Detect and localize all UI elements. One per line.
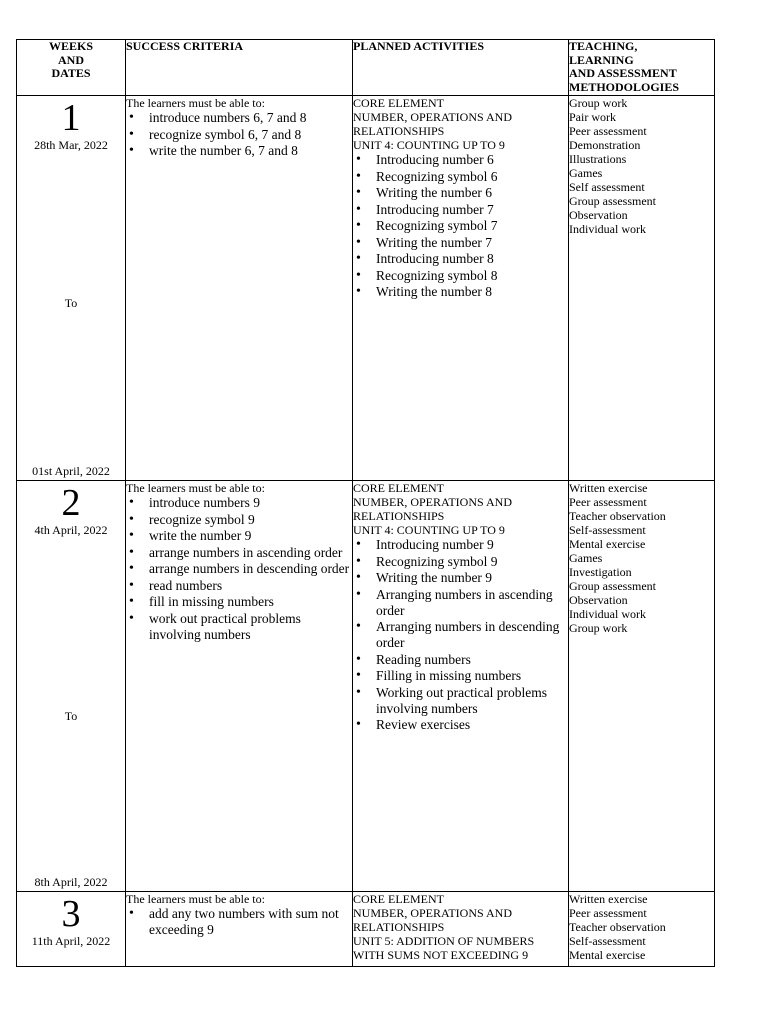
week-cell — [17, 96, 126, 481]
list-item: • read numbers — [126, 578, 352, 594]
list-item: • Writing the number 7 — [353, 235, 568, 251]
list-item: • Filling in missing numbers — [353, 668, 568, 684]
method-item: Observation — [569, 593, 628, 607]
list-item: • Writing the number 6 — [353, 185, 568, 201]
activities-heading: CORE ELEMENT NUMBER, OPERATIONS AND RELATIONSHIPS UNIT 4: COUNTING UP TO 9 — [353, 96, 513, 152]
method-item: Self-assessment — [569, 934, 646, 948]
list-item: • Arranging numbers in ascending order — [353, 587, 568, 619]
method-item: Peer assessment — [569, 124, 647, 138]
method-item: Group assessment — [569, 194, 656, 208]
start-date: 4th April, 2022 — [34, 523, 108, 537]
planned-activities-cell — [353, 892, 569, 967]
scheme-of-work-table — [16, 39, 715, 967]
success-intro: The learners must be able to: — [126, 481, 265, 495]
methodologies-cell — [569, 892, 715, 967]
activities-list — [353, 537, 568, 733]
method-item: Group work — [569, 621, 628, 635]
weeks-dates-header: WEEKS AND DATES — [17, 40, 126, 96]
to-label: To — [64, 296, 78, 310]
activities-list — [353, 152, 568, 300]
success-criteria-cell — [126, 481, 353, 892]
list-item: • Reading numbers — [353, 652, 568, 668]
week-cell — [17, 481, 126, 892]
success-list — [126, 495, 352, 643]
list-item: • write the number 6, 7 and 8 — [126, 143, 352, 159]
method-item: Group work — [569, 96, 628, 110]
list-item: • recognize symbol 9 — [126, 512, 352, 528]
week-row-1 — [17, 96, 715, 481]
list-item: • introduce numbers 6, 7 and 8 — [126, 110, 352, 126]
week-number: 3 — [61, 893, 81, 935]
method-item: Peer assessment — [569, 495, 647, 509]
list-item: • Writing the number 8 — [353, 284, 568, 300]
list-item: • add any two numbers with sum not exceeding 9 — [126, 906, 352, 938]
start-date: 28th Mar, 2022 — [34, 138, 108, 152]
list-item: • Working out practical problems involving numbers — [353, 685, 568, 717]
list-item: • work out practical problems involving numbers — [126, 611, 352, 643]
success-criteria-header: SUCCESS CRITERIA — [126, 40, 353, 96]
activities-heading: CORE ELEMENT NUMBER, OPERATIONS AND RELATIONSHIPS UNIT 4: COUNTING UP TO 9 — [353, 481, 513, 537]
method-item: Self assessment — [569, 180, 645, 194]
method-item: Observation — [569, 208, 628, 222]
method-item: Teacher observation — [569, 509, 666, 523]
list-item: • Recognizing symbol 9 — [353, 554, 568, 570]
list-item: • arrange numbers in descending order — [126, 561, 352, 577]
list-item: • Review exercises — [353, 717, 568, 733]
week-row-3 — [17, 892, 715, 967]
success-list — [126, 906, 352, 938]
method-item: Group assessment — [569, 579, 656, 593]
start-date: 11th April, 2022 — [31, 934, 111, 948]
method-item: Teacher observation — [569, 920, 666, 934]
list-item: • arrange numbers in ascending order — [126, 545, 352, 561]
method-item: Self-assessment — [569, 523, 646, 537]
success-criteria-cell — [126, 892, 353, 967]
methodologies-header: TEACHING, LEARNING AND ASSESSMENT METHODOLOGIES — [569, 40, 715, 96]
method-item: Mental exercise — [569, 537, 646, 551]
list-item: • Introducing number 9 — [353, 537, 568, 553]
week-number: 1 — [61, 97, 81, 139]
week-number: 2 — [61, 482, 81, 524]
method-item: Peer assessment — [569, 906, 647, 920]
list-item: • Arranging numbers in descending order — [353, 619, 568, 651]
method-item: Pair work — [569, 110, 616, 124]
list-item: • Recognizing symbol 8 — [353, 268, 568, 284]
list-item: • introduce numbers 9 — [126, 495, 352, 511]
list-item: • fill in missing numbers — [126, 594, 352, 610]
method-item: Written exercise — [569, 481, 648, 495]
method-item: Individual work — [569, 607, 646, 621]
methodologies-cell — [569, 481, 715, 892]
success-criteria-cell — [126, 96, 353, 481]
list-item: • Writing the number 9 — [353, 570, 568, 586]
success-list — [126, 110, 352, 159]
planned-activities-cell — [353, 96, 569, 481]
success-intro: The learners must be able to: — [126, 892, 265, 906]
list-item: • Introducing number 7 — [353, 202, 568, 218]
list-item: • Introducing number 6 — [353, 152, 568, 168]
list-item: • Recognizing symbol 6 — [353, 169, 568, 185]
list-item: • Recognizing symbol 7 — [353, 218, 568, 234]
method-item: Investigation — [569, 565, 632, 579]
end-date: 01st April, 2022 — [32, 464, 110, 478]
method-item: Individual work — [569, 222, 646, 236]
list-item: • recognize symbol 6, 7 and 8 — [126, 127, 352, 143]
week-row-2 — [17, 481, 715, 892]
success-intro: The learners must be able to: — [126, 96, 265, 110]
method-item: Written exercise — [569, 892, 648, 906]
method-item: Games — [569, 166, 603, 180]
method-item: Illustrations — [569, 152, 627, 166]
week-cell — [17, 892, 126, 967]
end-date: 8th April, 2022 — [34, 875, 108, 889]
planned-activities-cell — [353, 481, 569, 892]
list-item: • Introducing number 8 — [353, 251, 568, 267]
planned-activities-header: PLANNED ACTIVITIES — [353, 40, 569, 96]
activities-heading: CORE ELEMENT NUMBER, OPERATIONS AND RELATIONSHIPS UNIT 5: ADDITION OF NUMBERS WITH SUMS NOT EXCEEDING 9 — [353, 892, 535, 962]
method-item: Games — [569, 551, 603, 565]
methodologies-cell — [569, 96, 715, 481]
header-row — [17, 40, 715, 96]
list-item: • write the number 9 — [126, 528, 352, 544]
method-item: Demonstration — [569, 138, 641, 152]
method-item: Mental exercise — [569, 948, 646, 962]
to-label: To — [64, 709, 78, 723]
